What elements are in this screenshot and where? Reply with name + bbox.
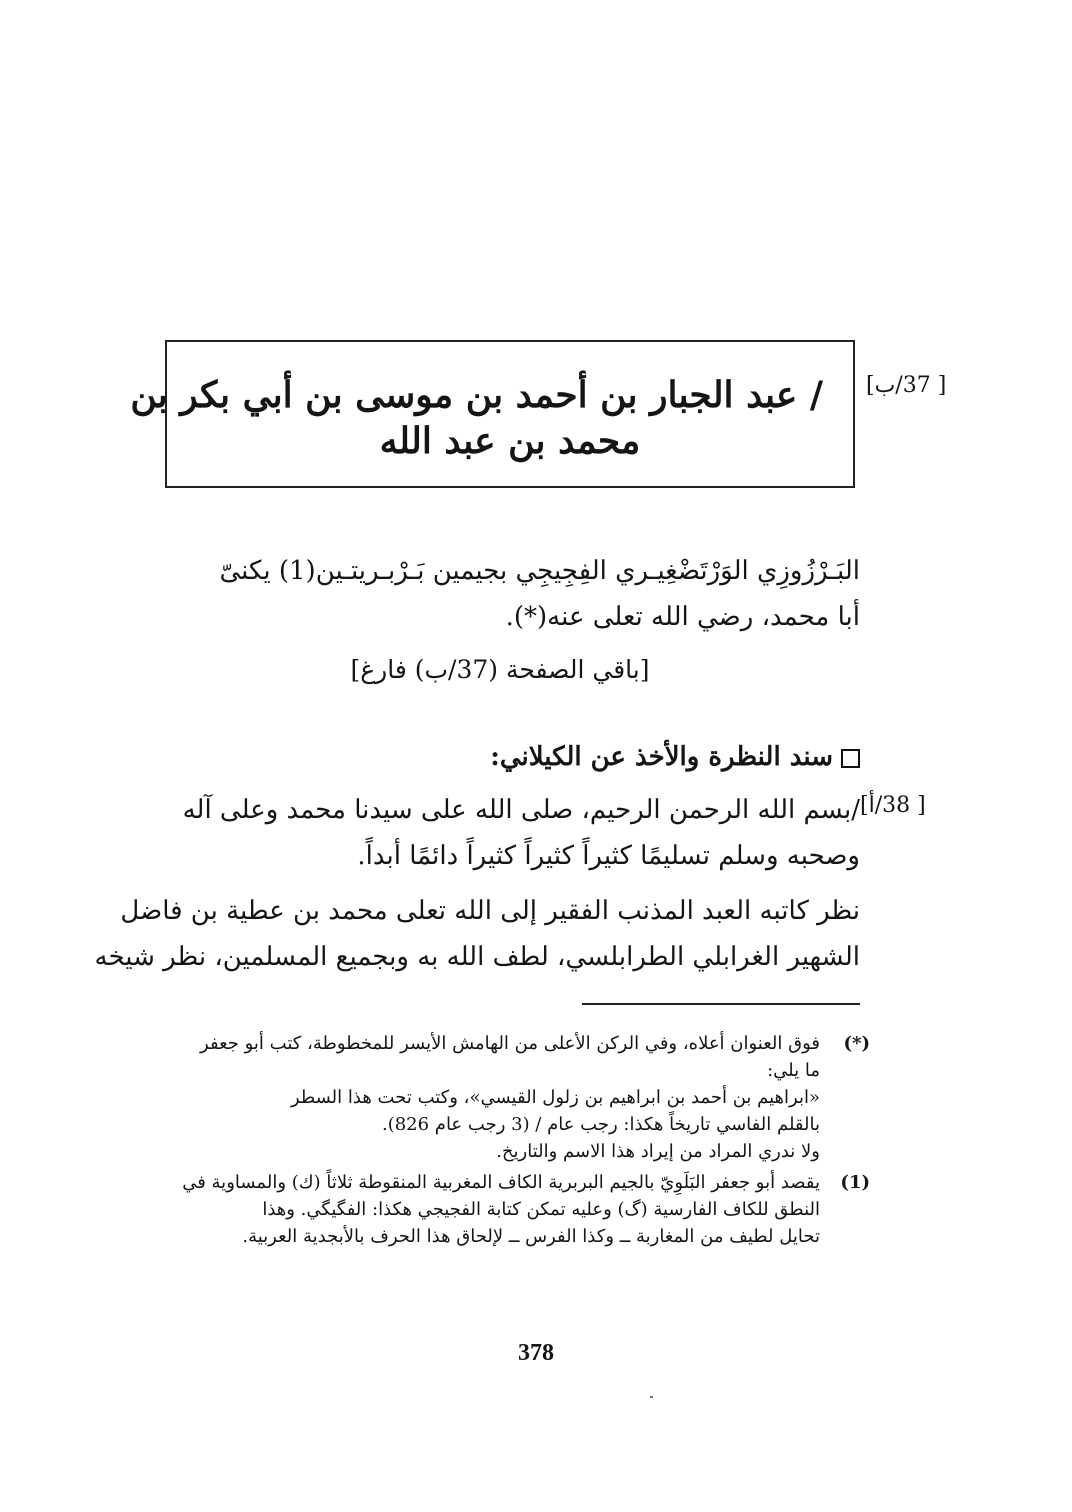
footnote-line: يقصد أبو جعفر البَلَوِيّ بالجيم البربرية الكاف المغربية المنقوطة ثلاثاً (ك) والمساوية في <box>182 1172 820 1193</box>
intro-line-1: البَـرْزُوزِي الوَرْتَضْغِيـري الفِجِيجِي بجيمين بَـرْبـريتـين(1) يكنىّ <box>219 556 860 586</box>
bismillah-line-2: وصحبه وسلم تسليمًا كثيراً كثيراً كثيراً دائمًا أبداً. <box>357 841 860 871</box>
blank-page-note: [باقي الصفحة (37/ب) فارغ] <box>350 655 650 684</box>
scan-speck <box>650 1396 653 1398</box>
footnote-line: النطق للكاف الفارسية (گ) وعليه تمكن كتابة الفجيجي هكذا: الفگيگي. وهذا <box>262 1199 820 1220</box>
intro-paragraph <box>160 548 860 640</box>
title-line-1: / عبد الجبار بن أحمد بن موسى بن أبي بكر بن <box>130 374 823 416</box>
footnote-separator <box>582 1003 860 1005</box>
footnotes <box>158 1030 870 1254</box>
page-number: 378 <box>518 1340 554 1366</box>
footnote-mark: (1) <box>840 1172 870 1193</box>
footnote-star <box>158 1030 870 1165</box>
body-line-1: نظر كاتبه العبد المذنب الفقير إلى الله تعلى محمد بن عطية بن فاضل <box>120 896 860 926</box>
section-heading-text: سند النظرة والأخذ عن الكيلاني: <box>490 742 833 772</box>
footnote-line: بالقلم الفاسي تاريخاً هكذا: رجب عام / (3 رجب عام 826). <box>381 1114 820 1135</box>
body-paragraph <box>94 888 860 980</box>
footnote-line: فوق العنوان أعلاه، وفي الركن الأعلى من الهامش الأيسر للمخطوطة، كتب أبو جعفر <box>200 1033 820 1054</box>
bismillah-paragraph <box>160 787 860 879</box>
footnote-mark: (*) <box>843 1033 870 1054</box>
intro-line-2: أبا محمد، رضي الله تعلى عنه(*). <box>505 602 860 632</box>
bismillah-line-1: /بسم الله الرحمن الرحيم، صلى الله على سيدنا محمد وعلى آله <box>182 795 860 825</box>
margin-ref-38a: [ 38/أ] <box>860 793 926 818</box>
margin-ref-37b: [ 37/ب] <box>866 373 947 398</box>
title-box <box>130 340 855 488</box>
body-line-2: الشهير الغرابلي الطرابلسي، لطف الله به وبجميع المسلمين، نظر شيخه <box>94 942 860 972</box>
footnote-line: ما يلي: <box>767 1060 820 1081</box>
footnote-1 <box>158 1169 870 1250</box>
title-line-2: محمد بن عبد الله <box>379 420 641 462</box>
square-bullet-icon <box>841 749 860 768</box>
section-heading <box>400 742 860 772</box>
footnote-line: تحايل لطيف من المغاربة ــ وكذا الفرس ــ لإلحاق هذا الحرف بالأبجدية العربية. <box>242 1226 820 1247</box>
footnote-line: «ابراهيم بن أحمد بن ابراهيم بن زلول القيسي»، وكتب تحت هذا السطر <box>290 1087 820 1108</box>
footnote-line: ولا ندري المراد من إيراد هذا الاسم والتاريخ. <box>496 1141 820 1162</box>
